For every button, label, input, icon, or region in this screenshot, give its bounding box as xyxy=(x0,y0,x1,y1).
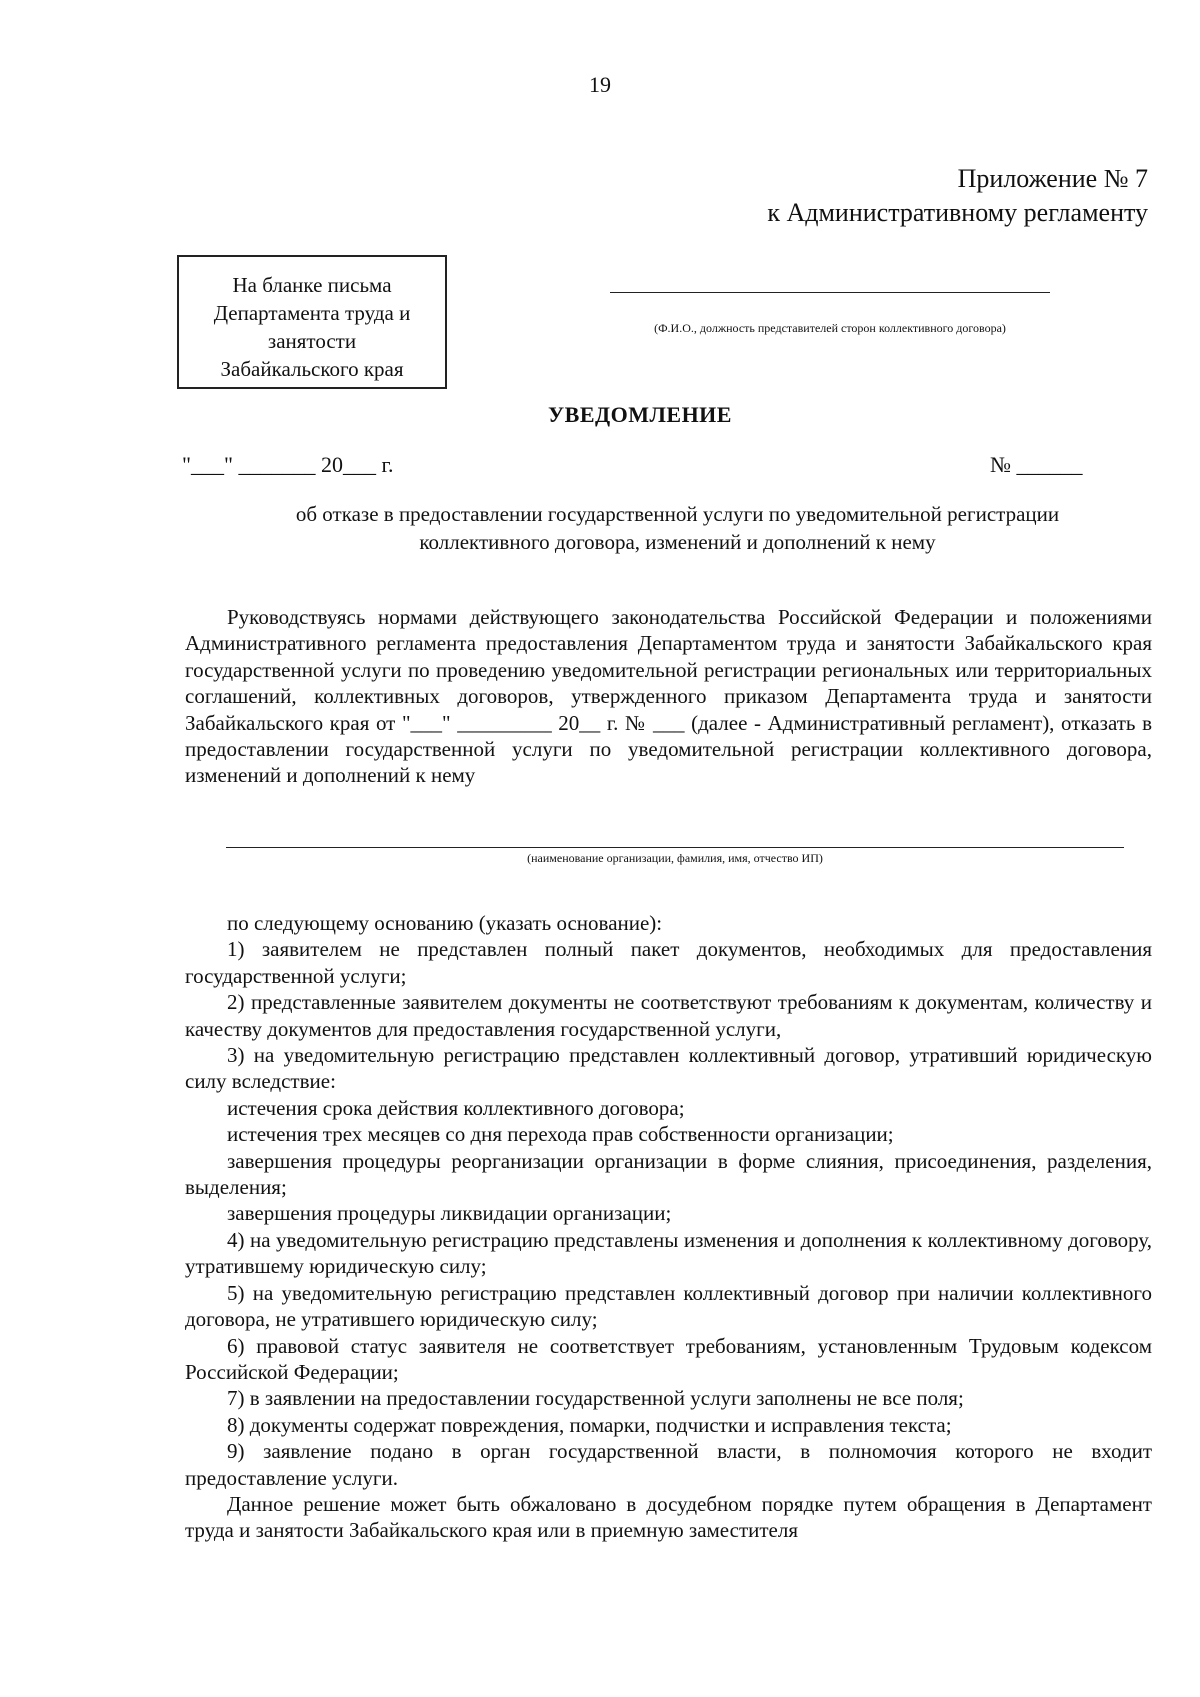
appendix-number: Приложение № 7 xyxy=(957,164,1148,193)
grounds-item: 6) правовой статус заявителя не соответствует требованиям, установленным Трудовым кодексом Российской Федерации; xyxy=(185,1333,1152,1384)
letterhead-note-box xyxy=(177,255,447,389)
appendix-header xyxy=(767,162,1148,230)
grounds-heading: по следующему основанию (указать основание): xyxy=(227,911,663,935)
grounds-item: 5) на уведомительную регистрацию представлен коллективный договор при наличии коллективного договора, не утратившего юридическую силу; xyxy=(185,1280,1152,1332)
grounds-subitem: истечения трех месяцев со дня перехода прав собственности организации; xyxy=(227,1122,894,1147)
grounds-item: 3) на уведомительную регистрацию представлен коллективный договор, утративший юридическую силу вследствие: xyxy=(185,1043,1152,1094)
grounds-item: 1) заявителем не представлен полный пакет документов, необходимых для предоставления государственной услуги; xyxy=(185,937,1152,988)
letterhead-note-line: Департамента труда и xyxy=(213,301,411,325)
letterhead-note-line: Забайкальского края xyxy=(220,357,404,381)
document-title: УВЕДОМЛЕНИЕ xyxy=(548,402,732,427)
organization-blank-line xyxy=(226,847,1124,848)
intro-paragraph: Руководствуясь нормами действующего законодательства Российской Федерации и положениями Административного регламента предоставления Департаментом труда и занятости Забайкальского края государственной услуги по проведению уведомительной регистрации региональных или территориальных соглашений, коллективных договоров, утвержденного приказом Департамента труда и занятости Забайкальского края от "___" _________ 20__ г. № ___ (далее - Административный регламент), отказать в предоставлении государственной услуги по уведомительной регистрации коллективного договора, изменений и дополнений к нему xyxy=(185,605,1152,788)
page-number: 19 xyxy=(589,72,611,97)
organization-caption: (наименование организации, фамилия, имя, отчество ИП) xyxy=(527,851,823,865)
subject-line: об отказе в предоставлении государственной услуги по уведомительной регистрации xyxy=(295,502,1060,526)
letterhead-note-line: занятости xyxy=(267,329,357,353)
grounds-subitem: завершения процедуры реорганизации организации в форме слияния, присоединения, разделения, выделения; xyxy=(185,1148,1152,1200)
grounds-section xyxy=(185,910,1152,1544)
grounds-item: 8) документы содержат повреждения, помарки, подчистки и исправления текста; xyxy=(227,1412,952,1437)
grounds-subitem: истечения срока действия коллективного договора; xyxy=(227,1095,685,1120)
signature-caption: (Ф.И.О., должность представителей сторон коллективного договора) xyxy=(654,321,1006,335)
date-field: "___" _______ 20___ г. xyxy=(182,452,394,477)
grounds-item: 2) представленные заявителем документы не соответствуют требованиям к документам, количеству и качеству документов для предоставления государственной услуги, xyxy=(185,990,1152,1041)
signature-blank-line xyxy=(610,292,1050,293)
letterhead-note-line: На бланке письма xyxy=(232,273,392,297)
document-subject xyxy=(185,500,1170,556)
grounds-item: 9) заявление подано в орган государственной власти, в полномочия которого не входит предоставление услуги. xyxy=(185,1439,1152,1490)
subject-line: коллективного договора, изменений и дополнений к нему xyxy=(419,530,936,554)
grounds-subitem: завершения процедуры ликвидации организации; xyxy=(227,1201,672,1226)
grounds-item: 7) в заявлении на предоставлении государственной услуги заполнены не все поля; xyxy=(227,1386,964,1411)
grounds-item: 4) на уведомительную регистрацию представлены изменения и дополнения к коллективному договору, утратившему юридическую силу; xyxy=(185,1227,1152,1279)
number-field: № ______ xyxy=(990,452,1083,477)
closing-paragraph: Данное решение может быть обжаловано в досудебном порядке путем обращения в Департамент труда и занятости Забайкальского края или в приемную заместителя xyxy=(185,1491,1152,1543)
appendix-reference: к Административному регламенту xyxy=(767,198,1148,227)
